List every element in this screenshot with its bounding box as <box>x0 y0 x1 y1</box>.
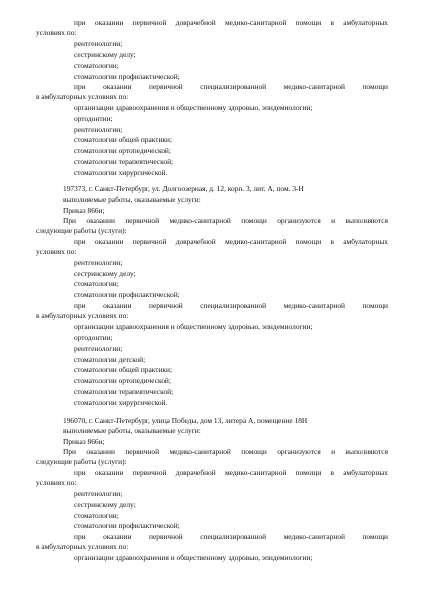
list-item: стоматологии профилактической; <box>74 72 180 81</box>
list-item: рентгенологии; <box>74 39 123 48</box>
list-item: стоматологии; <box>74 279 119 288</box>
address-heading: 196070, г. Санкт-Петербург, улица Победы, дом 13, литера А, помещение 18Н <box>63 416 308 425</box>
paragraph-line: при оказании первичной доврачебной медико-санитарной помощи в амбулаторных <box>74 18 388 27</box>
paragraph-line: при оказании первичной специализированной медико-санитарной помощи <box>74 532 388 541</box>
paragraph-line: при оказании первичной специализированной медико-санитарной помощи <box>74 301 388 310</box>
paragraph-line: следующие работы (услуги): <box>36 226 127 235</box>
list-item: сестринскому делу; <box>74 269 136 278</box>
list-item: стоматологии хирургической. <box>74 168 168 177</box>
paragraph-line: в амбулаторных условиях по: <box>36 542 129 551</box>
paragraph-line: при оказании первичной специализированной медико-санитарной помощи <box>74 82 388 91</box>
paragraph-line: выполняемые работы, оказываемые услуги: <box>63 426 201 435</box>
list-item: рентгенологии; <box>74 489 123 498</box>
paragraph-line: следующие работы (услуги): <box>36 457 127 466</box>
list-item: рентгенологии; <box>74 125 123 134</box>
list-item: стоматологии хирургической. <box>74 398 168 407</box>
paragraph-line: выполняемые работы, оказываемые услуги: <box>63 195 201 204</box>
paragraph-line: условиях по: <box>36 478 77 487</box>
list-item: стоматологии общей практики; <box>74 365 173 374</box>
list-item: стоматологии общей практики; <box>74 135 173 144</box>
list-item: стоматологии ортопедической; <box>74 146 171 155</box>
list-item: стоматологии терапевтической; <box>74 157 174 166</box>
list-item: стоматологии; <box>74 511 119 520</box>
paragraph-line: при оказании первичной доврачебной медико-санитарной помощи в амбулаторных <box>74 237 388 246</box>
paragraph-line: в амбулаторных условиях по: <box>36 92 129 101</box>
list-item: стоматологии детской; <box>74 355 146 364</box>
paragraph-line: Приказ 866н; <box>63 437 105 446</box>
address-heading: 197373, г. Санкт-Петербург, ул. Долгоозерная, д. 12, корп. 3, лит. А, пом. 3-Н <box>63 184 304 193</box>
list-item: сестринскому делу; <box>74 50 136 59</box>
paragraph-line: При оказании первичной медико-санитарной помощи организуются и выполняются <box>63 216 388 225</box>
list-item: стоматологии профилактической; <box>74 521 180 530</box>
list-item: сестринскому делу; <box>74 500 136 509</box>
list-item: рентгенологии; <box>74 344 123 353</box>
list-item: стоматологии; <box>74 61 119 70</box>
list-item: стоматологии профилактической; <box>74 290 180 299</box>
paragraph-line: при оказании первичной доврачебной медико-санитарной помощи в амбулаторных <box>74 468 388 477</box>
paragraph-line: условиях по: <box>36 247 77 256</box>
list-item: стоматологии терапевтической; <box>74 387 174 396</box>
list-item: ортодонтии; <box>74 333 113 342</box>
paragraph-line: Приказ 866н; <box>63 206 105 215</box>
list-item: рентгенологии; <box>74 258 123 267</box>
list-item: ортодонтии; <box>74 114 113 123</box>
list-item: организации здравоохранения и общественному здоровью, эпидемиологии; <box>74 103 313 112</box>
paragraph-line: При оказании первичной медико-санитарной помощи организуются и выполняются <box>63 447 388 456</box>
list-item: стоматологии ортопедической; <box>74 376 171 385</box>
paragraph-line: в амбулаторных условиях по: <box>36 311 129 320</box>
list-item: организации здравоохранения и общественному здоровью, эпидемиологии; <box>74 553 313 562</box>
paragraph-line: условиях по: <box>36 28 77 37</box>
list-item: организации здравоохранения и общественному здоровью, эпидемиологии; <box>74 322 313 331</box>
